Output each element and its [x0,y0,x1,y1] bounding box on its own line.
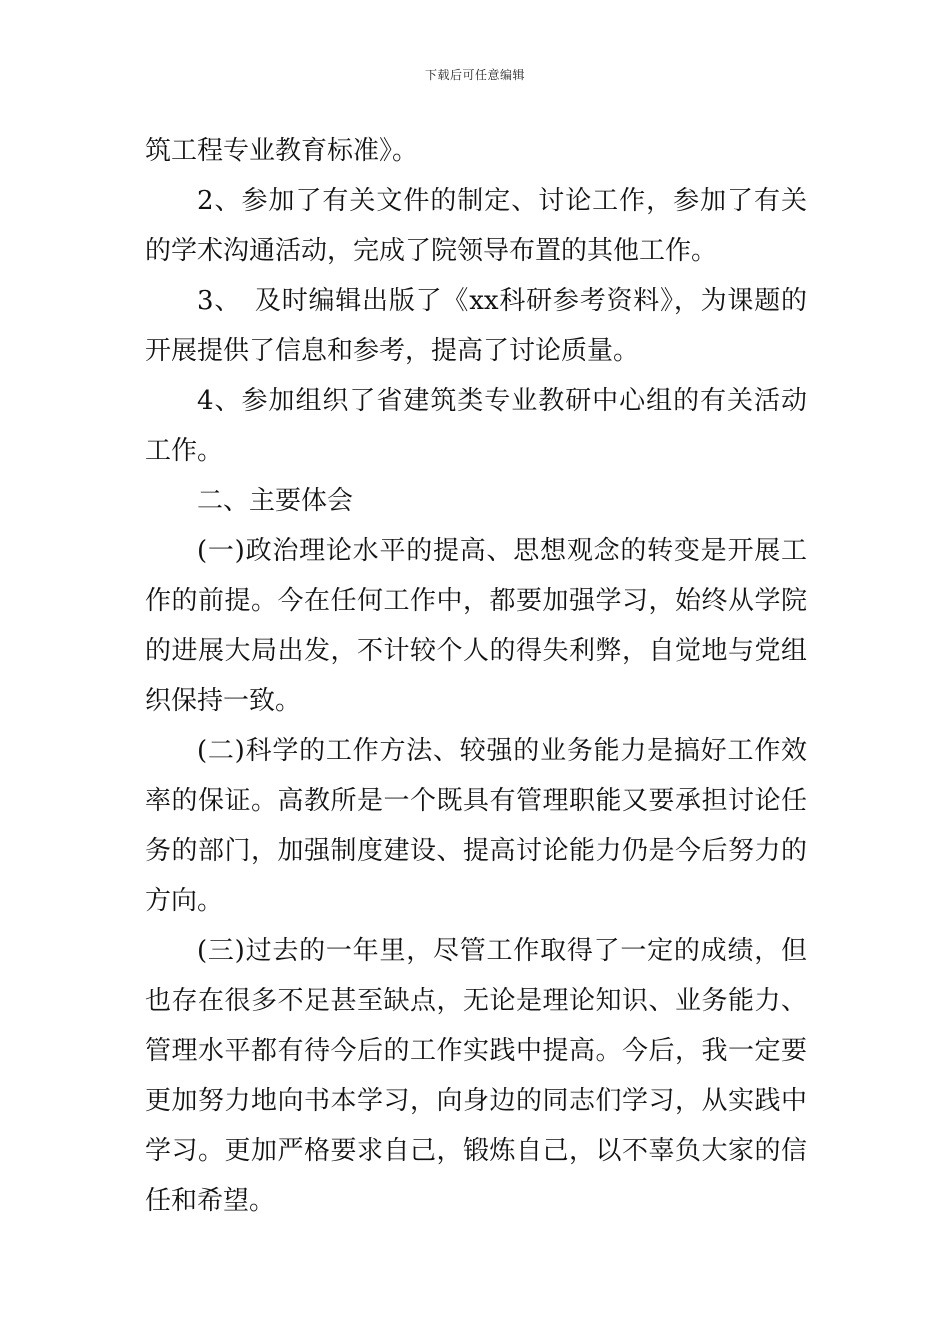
paragraph-point-2: (二)科学的工作方法、较强的业务能力是搞好工作效率的保证。高教所是一个既具有管理职能又要承担讨论任务的部门，加强制度建设、提高讨论能力仍是今后努力的方向。 [145,736,807,916]
paragraph-point-3: (三)过去的一年里，尽管工作取得了一定的成绩，但也存在很多不足甚至缺点，无论是理论知识、业务能力、管理水平都有待今后的工作实践中提高。今后，我一定要更加努力地向书本学习，向身边的同志们学习，从实践中学习。更加严格要求自己，锻炼自己，以不辜负大家的信任和希望。 [145,936,807,1216]
document-body [145,126,807,1226]
paragraph-point-1: (一)政治理论水平的提高、思想观念的转变是开展工作的前提。今在任何工作中，都要加强学习，始终从学院的进展大局出发，不计较个人的得失利弊，自觉地与党组织保持一致。 [145,536,807,716]
paragraph-item-2: 2、参加了有关文件的制定、讨论工作，参加了有关的学术沟通活动，完成了院领导布置的其他工作。 [145,186,807,266]
page-header-note: 下载后可任意编辑 [424,68,525,82]
section-heading: 二、主要体会 [197,486,354,516]
paragraph-item-4: 4、参加组织了省建筑类专业教研中心组的有关活动工作。 [145,386,807,466]
paragraph-continuation: 筑工程专业教育标准》。 [145,136,419,166]
paragraph-item-3: 3、 及时编辑出版了《xx科研参考资料》，为课题的开展提供了信息和参考，提高了讨论质量。 [145,286,807,366]
